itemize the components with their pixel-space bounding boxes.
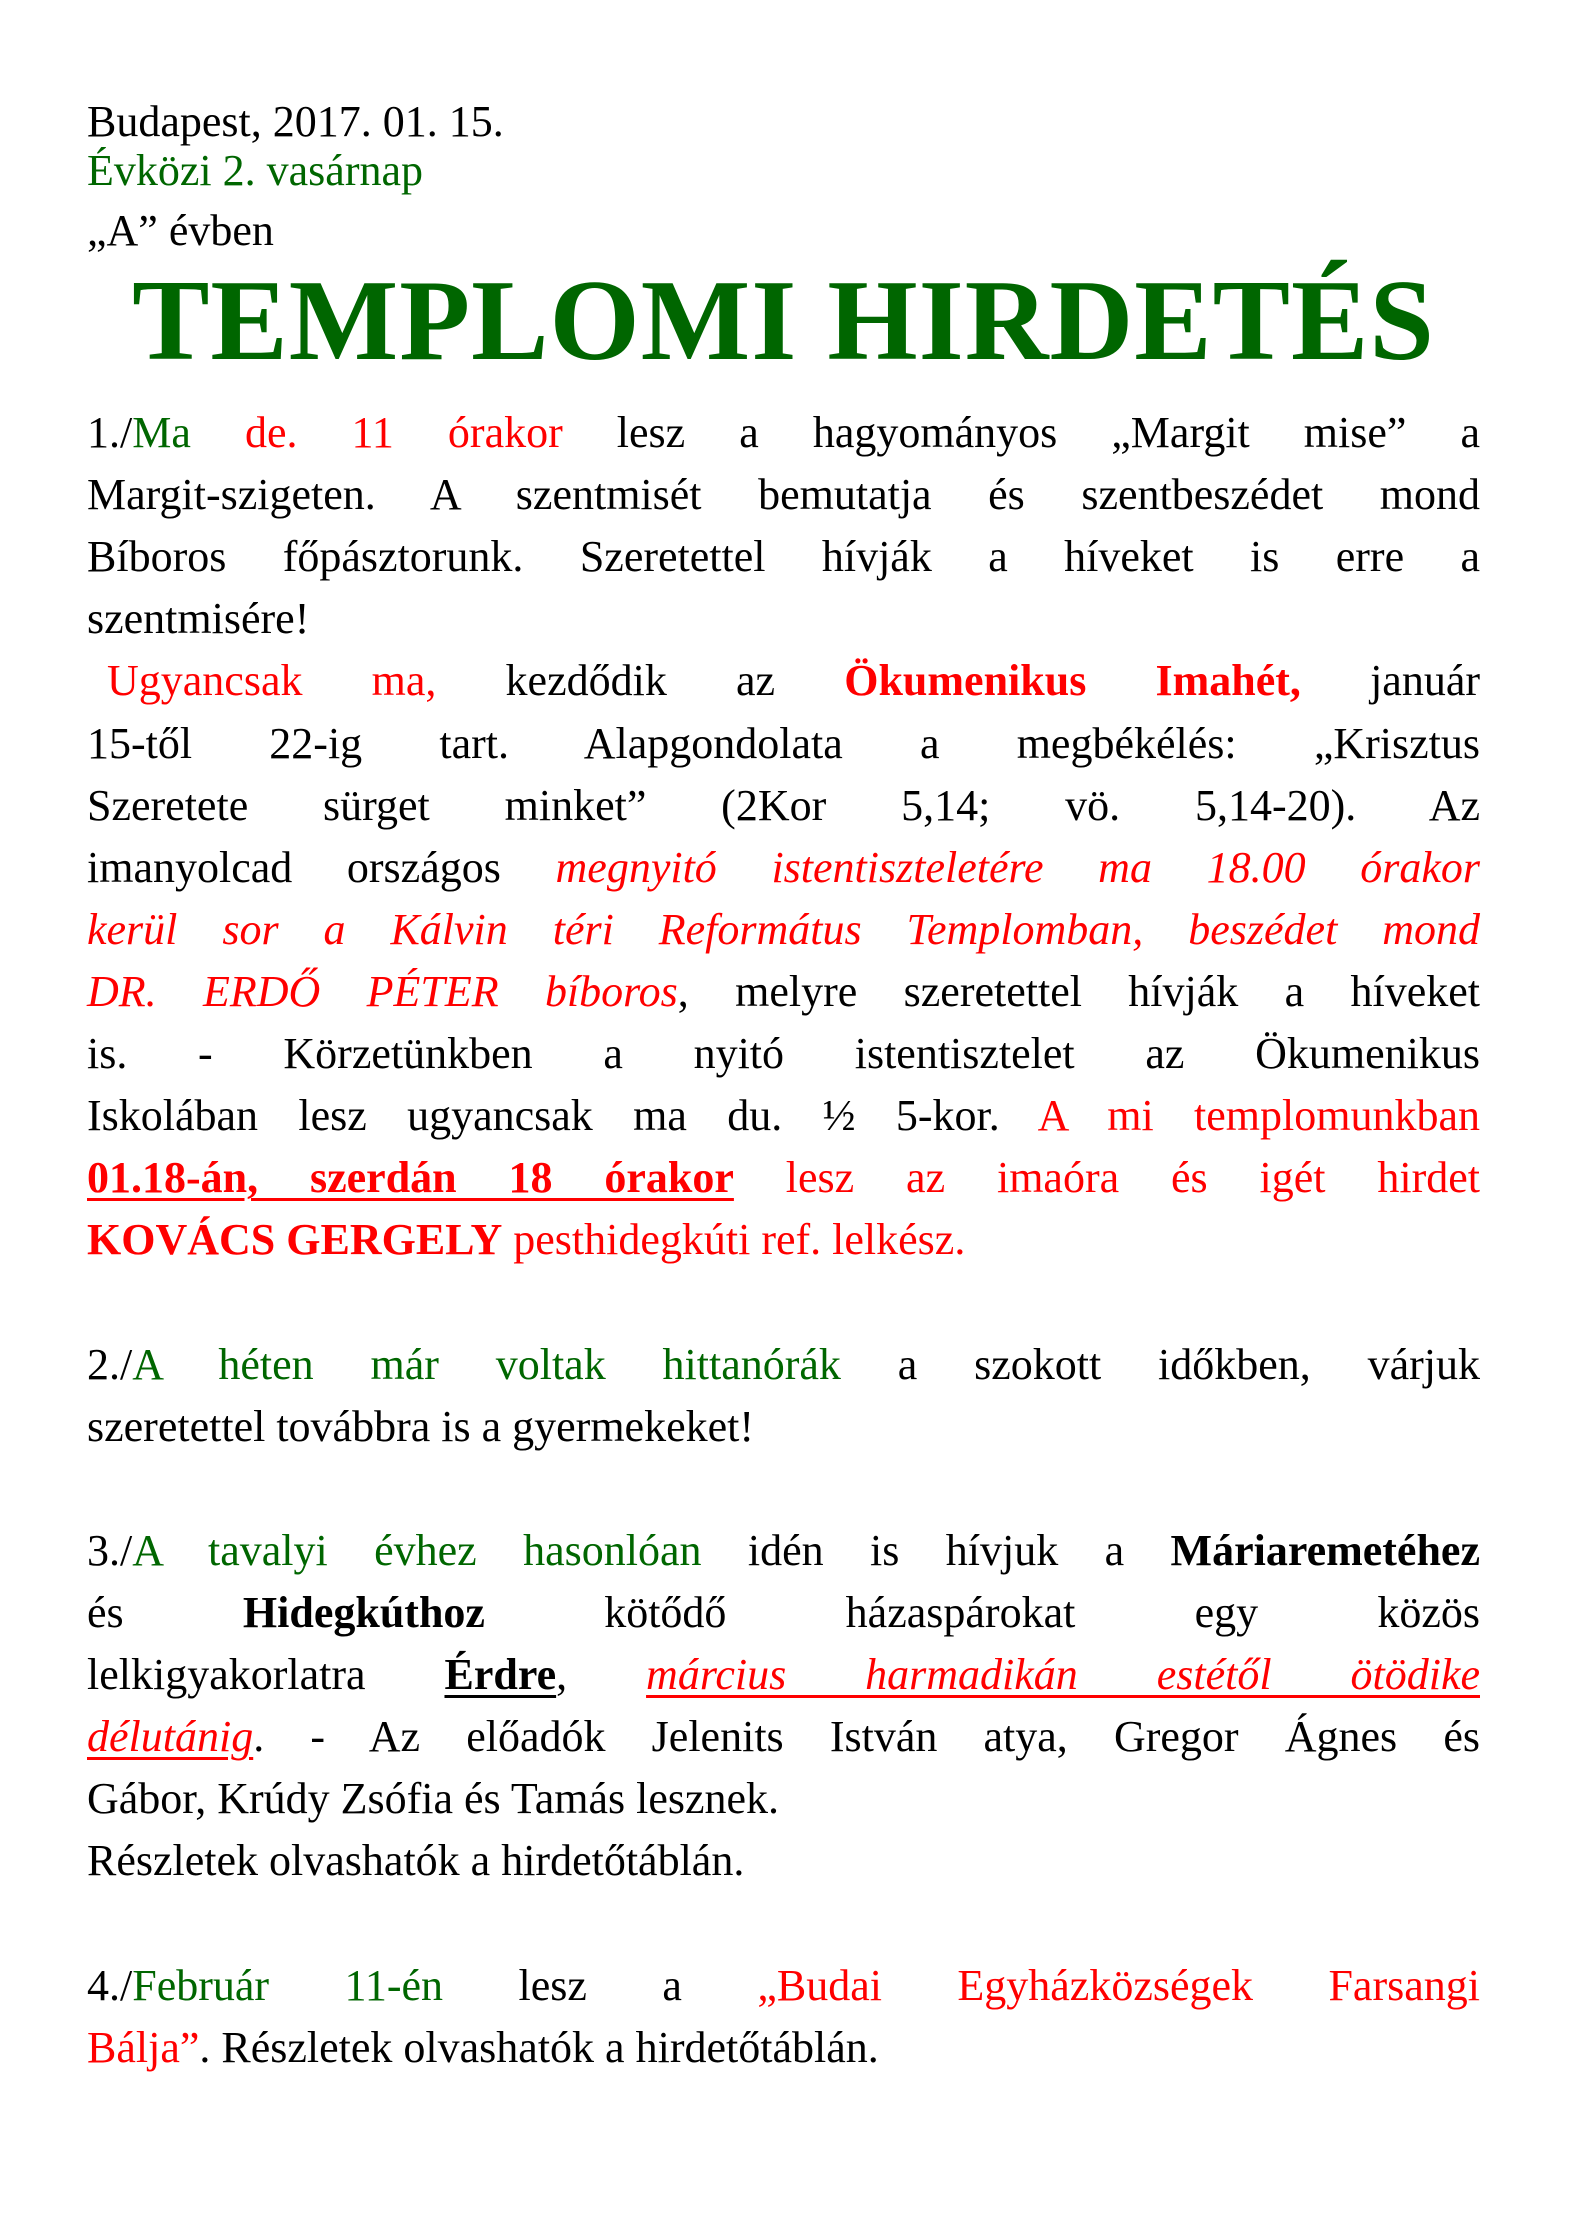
highlight-red-text: DR. ERDŐ PÉTER bíboros	[87, 966, 678, 1016]
liturgical-year-line: „A” évben	[87, 206, 274, 255]
highlight-red-text: de. 11 órakor	[244, 408, 563, 457]
text-line	[87, 2022, 1480, 2072]
text-line	[87, 470, 1480, 520]
text-line	[87, 842, 1481, 892]
body-text: kezdődik az	[436, 656, 845, 706]
body-text: lesz a	[443, 1960, 758, 2010]
highlight-red-text: Ugyancsak ma,	[107, 656, 437, 706]
text-line	[87, 904, 1480, 954]
text-line	[87, 594, 1480, 644]
highlight-red-text: kerül sor a Kálvin téri Református Templomban, beszédet mond	[87, 904, 1480, 954]
text-line	[87, 1774, 1480, 1824]
body-text: Szeretete sürget minket” (2Kor 5,14; vö. 5,14-20). Az	[87, 780, 1480, 830]
body-text: Gábor, Krúdy Zsófia és Tamás lesznek.	[87, 1774, 780, 1824]
body-text: Bíboros főpásztorunk. Szeretettel hívják a híveket is erre a	[87, 532, 1480, 582]
bold-text: Máriaremetéhez	[1170, 1525, 1480, 1575]
text-line	[87, 1401, 1480, 1451]
body-text: lelkigyakorlatra	[87, 1650, 445, 1699]
highlight-green-text: Február 11-én	[132, 1960, 444, 2010]
body-text: szentmisére!	[87, 594, 310, 644]
body-text: . Részletek olvashatók a hirdetőtáblán.	[199, 2022, 879, 2072]
sunday-line: Évközi 2. vasárnap	[87, 146, 423, 195]
announcement-2-start-line	[87, 1339, 1480, 1389]
highlight-green-text: A héten már voltak hittanórák	[132, 1339, 841, 1389]
highlight-green-text: Ma	[132, 408, 191, 457]
bold-text: Érdre	[444, 1650, 557, 1699]
announcement-3-start-line	[87, 1525, 1480, 1575]
body-text: január	[1300, 656, 1481, 706]
body-text: Iskolában lesz ugyancsak ma du. ½ 5-kor.	[87, 1091, 1038, 1141]
body-text: 1./	[87, 408, 133, 457]
body-text: a szokott időkben, várjuk	[840, 1339, 1480, 1389]
highlight-red-text: KOVÁCS GERGELY	[87, 1215, 503, 1265]
body-text: is. - Körzetünkben a nyitó istentisztelet az Ökumenikus	[87, 1029, 1480, 1078]
body-text: ,	[556, 1650, 647, 1699]
body-text: 3./	[87, 1525, 133, 1575]
highlight-red-text: „Budai Egyházközségek Farsangi	[757, 1960, 1480, 2010]
announcement-1-start-line	[87, 408, 1481, 457]
announcement-4-start-line	[87, 1960, 1480, 2010]
body-text: 4./	[87, 1960, 133, 2010]
text-line	[87, 656, 1481, 706]
body-text: imanyolcad országos	[87, 842, 556, 892]
text-line	[87, 1712, 1480, 1762]
body-text: Margit-szigeten. A szentmisét bemutatja és szentbeszédet mond	[87, 470, 1480, 520]
body-text: 2./	[87, 1339, 133, 1389]
highlight-red-text: lesz az imaóra és igét hirdet	[733, 1153, 1480, 1203]
highlight-red-text: Bálja”	[87, 2022, 200, 2072]
body-text: . - Az előadók Jelenits István atya, Gregor Ágnes és	[253, 1712, 1480, 1762]
text-line	[87, 532, 1480, 582]
page-title: TEMPLOMI HIRDETÉS	[132, 257, 1435, 385]
text-line	[87, 1587, 1480, 1637]
text-line	[87, 1029, 1480, 1078]
body-text: lesz a hagyományos „Margit mise” a	[562, 408, 1481, 457]
body-text: 15-től 22-ig tart. Alapgondolata a megbékélés: „Krisztus	[87, 718, 1480, 768]
highlight-red-text: március harmadikán estétől ötödike	[646, 1650, 1480, 1699]
text-line	[87, 1215, 1480, 1265]
body-text: Részletek olvashatók a hirdetőtáblán.	[87, 1836, 745, 1886]
text-line	[87, 1153, 1480, 1203]
body-text: kötődő házaspárokat egy közös	[484, 1587, 1480, 1637]
highlight-red-text: pesthidegkúti ref. lelkész.	[502, 1215, 966, 1265]
text-line	[87, 966, 1480, 1016]
text-line	[87, 718, 1480, 768]
body-text: és	[87, 1587, 243, 1637]
highlight-red-text: A mi templomunkban	[1037, 1091, 1480, 1141]
text-line	[87, 1836, 1480, 1886]
highlight-red-text: 01.18-án, szerdán 18 órakor	[87, 1153, 734, 1203]
highlight-green-text: A tavalyi évhez hasonlóan	[132, 1525, 702, 1575]
body-text: szeretettel továbbra is a gyermekeket!	[87, 1401, 755, 1451]
highlight-red-text: megnyitó istentiszteletére ma 18.00 órakor	[555, 842, 1481, 892]
body-text: idén is hívjuk a	[701, 1525, 1171, 1575]
text-line	[87, 1650, 1480, 1699]
bold-text: Hidegkúthoz	[242, 1587, 485, 1637]
body-text: , melyre szeretettel hívják a híveket	[677, 966, 1480, 1016]
text-line	[87, 1091, 1480, 1141]
date-line: Budapest, 2017. 01. 15.	[87, 97, 504, 146]
text-line	[87, 780, 1480, 830]
highlight-red-text: Ökumenikus Imahét,	[844, 656, 1301, 706]
highlight-red-text: délutánig	[87, 1712, 254, 1762]
body-text	[191, 408, 245, 457]
